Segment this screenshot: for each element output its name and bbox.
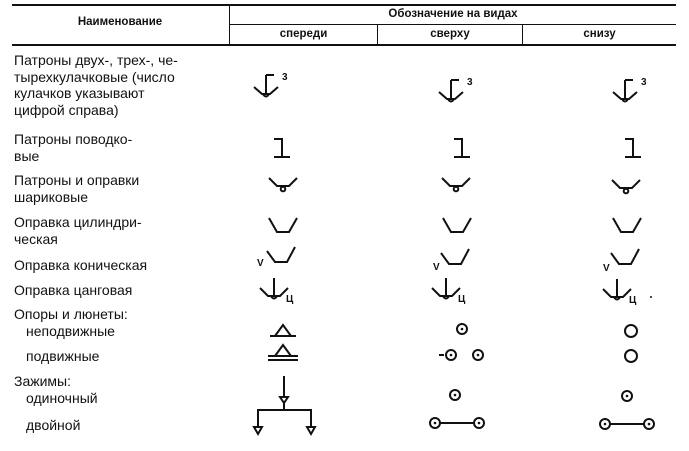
movable-support-icon xyxy=(268,345,298,360)
row-name-driving-chucks: Патроны поводко- вые xyxy=(14,131,133,164)
view-bottom-header: снизу xyxy=(583,28,616,40)
fixed-support-icon xyxy=(270,325,296,336)
row-name-cylindrical-mandrel: Оправка цилиндри- ческая xyxy=(14,214,142,247)
speck-mark xyxy=(650,296,652,298)
row-name-fixed-supports: Опоры и люнеты: неподвижные xyxy=(14,306,128,339)
driving-chuck-icon xyxy=(625,139,641,157)
collet-mandrel-icon xyxy=(260,278,294,305)
svg-text:V: V xyxy=(603,263,610,274)
three-jaw-chuck-icon xyxy=(613,77,647,102)
view-front-header: спереди xyxy=(279,28,328,40)
row-name-collet-mandrel: Оправка цанговая xyxy=(14,282,133,298)
movable-support-circle-icon xyxy=(625,350,637,362)
svg-text:3: 3 xyxy=(467,77,473,88)
row-name-movable-supports: подвижные xyxy=(26,348,100,364)
collet-mandrel-icon xyxy=(432,278,466,305)
driving-chuck-icon xyxy=(274,139,290,157)
three-jaw-chuck-icon xyxy=(254,72,288,97)
cylindrical-mandrel-icon xyxy=(613,218,641,232)
conical-mandrel-icon xyxy=(433,249,469,273)
ball-chuck-icon xyxy=(269,178,297,191)
single-clamp-dot-icon xyxy=(622,391,632,401)
conical-mandrel-icon xyxy=(603,249,639,274)
cylindrical-mandrel-icon xyxy=(269,218,297,232)
svg-text:3: 3 xyxy=(641,77,647,88)
row-name-single-clamp: Зажимы: одиночный xyxy=(14,373,98,406)
row-name-double-clamp: двойной xyxy=(26,417,81,433)
ball-chuck-icon xyxy=(442,178,470,191)
movable-support-dots-icon xyxy=(439,350,483,360)
svg-text:V: V xyxy=(257,258,264,269)
row-name-conical-mandrel: Оправка коническая xyxy=(14,257,148,273)
svg-text:Ц: Ц xyxy=(458,294,466,305)
double-clamp-dots-icon xyxy=(600,419,654,429)
row-name-ball-chucks: Патроны и оправки шариковые xyxy=(14,172,140,205)
double-clamp-dots-icon xyxy=(430,418,484,428)
svg-text:3: 3 xyxy=(282,72,288,83)
view-top-header: сверху xyxy=(430,28,470,40)
fixed-support-dot-icon xyxy=(457,324,467,334)
svg-text:Ц: Ц xyxy=(629,295,637,306)
ball-chuck-icon xyxy=(612,180,640,193)
svg-text:V: V xyxy=(433,262,440,273)
fixed-support-circle-icon xyxy=(625,325,637,337)
conical-mandrel-icon xyxy=(257,247,295,269)
row-name-jaw-chucks: Патроны двух-, трех-, че- тырехкулачковые (число кулачков указывают цифрой справа) xyxy=(14,52,178,118)
single-clamp-icon xyxy=(280,376,288,403)
three-jaw-chuck-icon xyxy=(439,77,473,102)
double-clamp-icon xyxy=(254,403,315,434)
views-column-header: Обозначение на видах xyxy=(388,8,518,20)
driving-chuck-icon xyxy=(454,139,470,157)
name-column-header: Наименование xyxy=(77,16,163,28)
single-clamp-dot-icon xyxy=(450,390,460,400)
cylindrical-mandrel-icon xyxy=(443,218,471,232)
collet-mandrel-icon xyxy=(603,279,637,306)
svg-text:Ц: Ц xyxy=(286,294,294,305)
